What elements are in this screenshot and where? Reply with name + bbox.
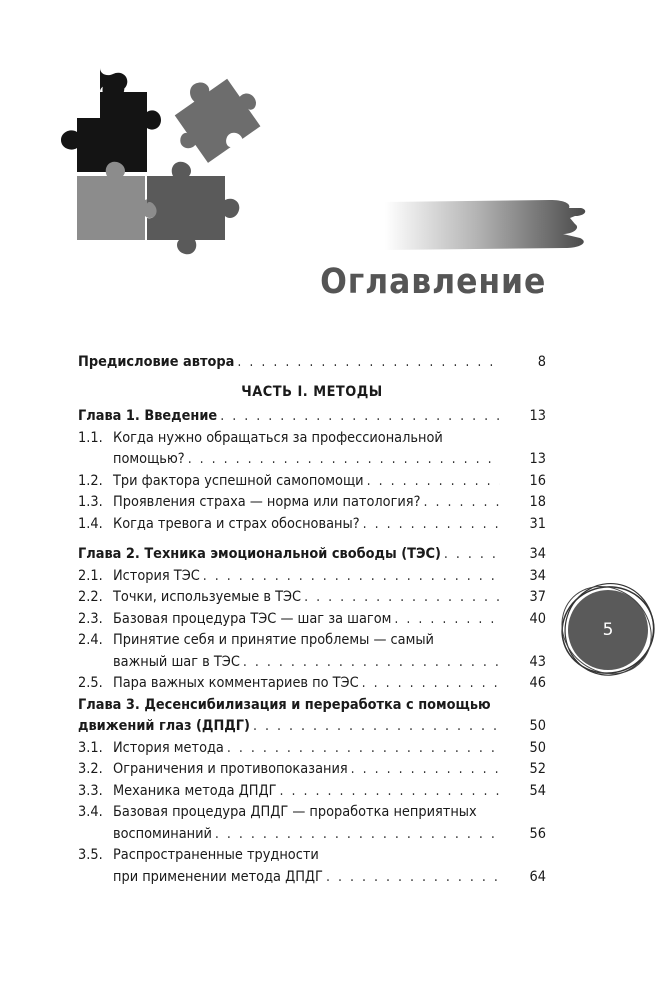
toc-entry-2-4[interactable]: 2.4. Принятие себя и принятие проблемы — самый важный шаг в ТЭС . . . 43	[78, 630, 546, 673]
puzzle-illustration	[55, 50, 265, 265]
part-heading: ЧАСТЬ I. МЕТОДЫ	[241, 383, 383, 400]
toc-entry-1-1[interactable]: 1.1. Когда нужно обращаться за профессиональной помощью? . . . 13	[78, 428, 546, 471]
table-of-contents	[78, 352, 546, 888]
puzzle-piece-dark	[147, 162, 239, 255]
toc-entry-2-5[interactable]: 2.5. Пара важных комментариев по ТЭС . . . 46	[78, 673, 546, 695]
page-number: 5	[602, 620, 614, 640]
puzzle-piece-light	[77, 162, 159, 240]
toc-entry-1-2[interactable]: 1.2. Три фактора успешной самопомощи . . . 16	[78, 471, 546, 493]
toc-entry-3-4[interactable]: 3.4. Базовая процедура ДПДГ — проработка неприятных воспоминаний . . . 56	[78, 802, 546, 845]
toc-entry-3-5[interactable]: 3.5. Распространенные трудности при применении метода ДПДГ . . . 64	[78, 845, 546, 888]
toc-entry-3-2[interactable]: 3.2. Ограничения и противопоказания . . . 52	[78, 759, 546, 781]
toc-entry-chapter-3[interactable]: Глава 3. Десенсибилизация и переработка с помощью движений глаз (ДПДГ) . . . 50	[78, 695, 546, 738]
page-title: Оглавление	[319, 262, 546, 302]
toc-entry-1-4[interactable]: 1.4. Когда тревога и страх обоснованы? . . . 31	[78, 514, 546, 536]
toc-entry-2-2[interactable]: 2.2. Точки, используемые в ТЭС . . . 37	[78, 587, 546, 609]
toc-entry-preface[interactable]: Предисловие автора . . . 8	[78, 352, 546, 374]
toc-entry-2-1[interactable]: 2.1. История ТЭС . . . 34	[78, 566, 546, 588]
toc-entry-3-3[interactable]: 3.3. Механика метода ДПДГ . . . 54	[78, 781, 546, 803]
toc-entry-1-3[interactable]: 1.3. Проявления страха — норма или патология? . . . 18	[78, 492, 546, 514]
toc-entry-chapter-2[interactable]: Глава 2. Техника эмоциональной свободы (ТЭС) . . . 34	[78, 544, 546, 566]
toc-entry-2-3[interactable]: 2.3. Базовая процедура ТЭС — шаг за шагом . . . 40	[78, 609, 546, 631]
toc-entry-3-1[interactable]: 3.1. История метода . . . 50	[78, 738, 546, 760]
toc-entry-chapter-1[interactable]: Глава 1. Введение . . . 13	[78, 406, 546, 428]
puzzle-piece-top	[157, 61, 265, 170]
brush-stroke-decoration	[385, 198, 590, 258]
